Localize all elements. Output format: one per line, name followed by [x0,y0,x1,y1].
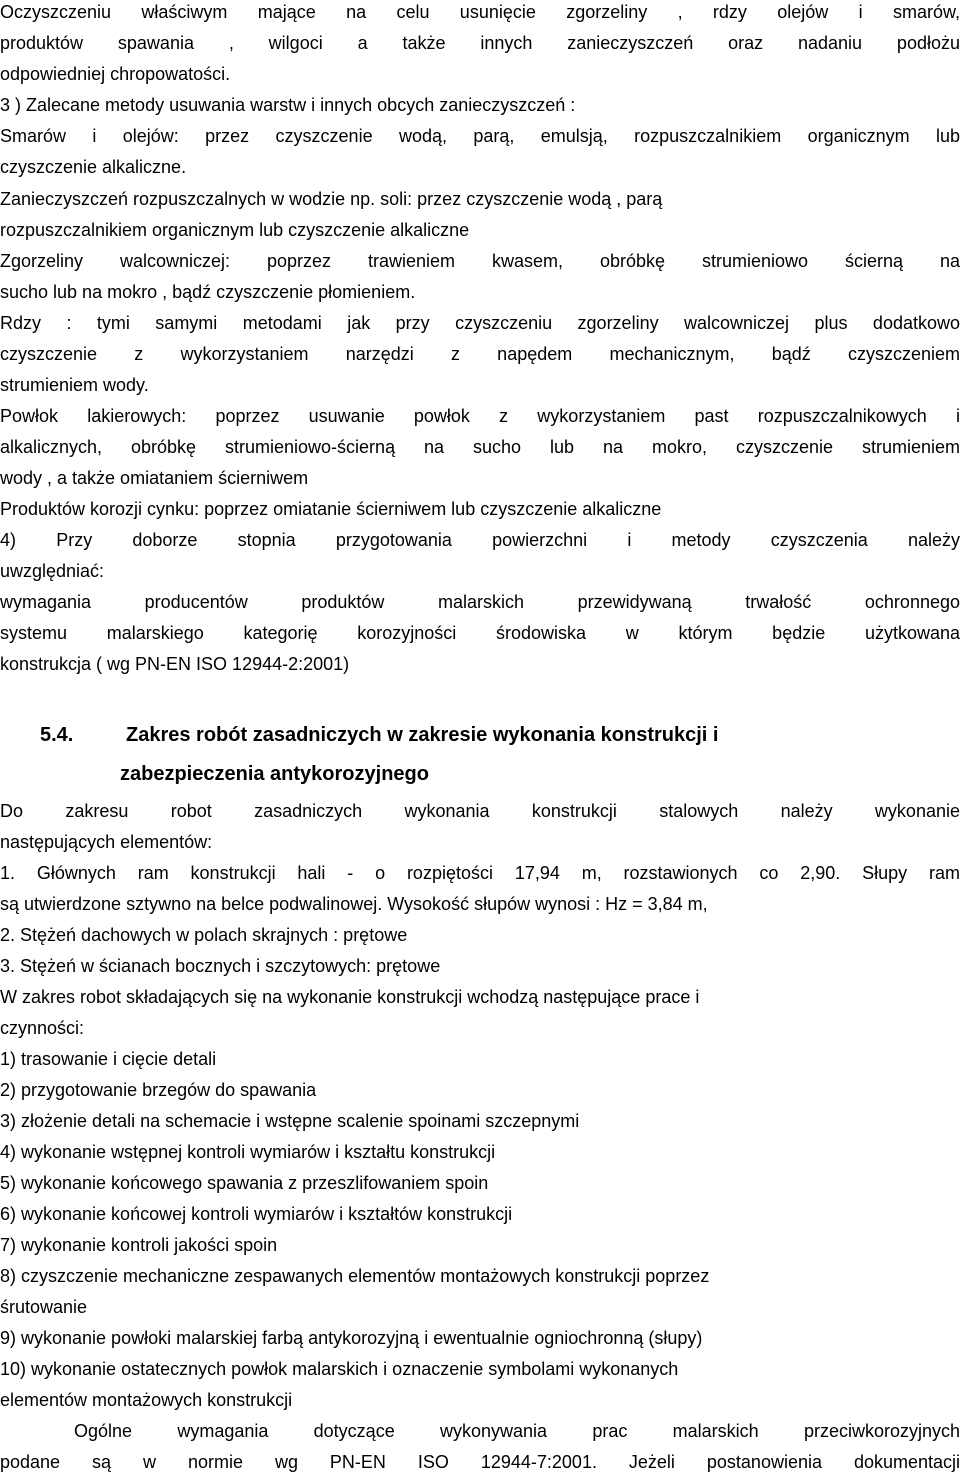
list-item: 6) wykonanie końcowej kontroli wymiarów i kształtów konstrukcji [0,1204,513,1224]
text-line: alkalicznych, obróbkę strumieniowo-ścierną na sucho lub na mokro, czyszczenie strumieniem [0,437,960,457]
text-line: następujących elementów: [0,832,213,852]
section-title-line-2: zabezpieczenia antykorozyjnego [120,763,429,785]
text-line: są utwierdzone sztywno na belce podwalinowej. Wysokość słupów wynosi : Hz = 3,84 m, [0,894,708,914]
text-line: produktów spawania , wilgoci a także innych zanieczyszczeń oraz nadaniu podłożu [0,33,960,53]
text-line: wymagania producentów produktów malarskich przewidywaną trwałość ochronnego [0,592,960,612]
text-line: Oczyszczeniu właściwym mające na celu usunięcie zgorzeliny , rdzy olejów i smarów, [0,2,960,22]
list-item: 5) wykonanie końcowego spawania z przeszlifowaniem spoin [0,1173,489,1193]
text-line: sucho lub na mokro , bądź czyszczenie płomieniem. [0,282,416,302]
text-line: czyszczenie alkaliczne. [0,157,187,177]
text-line: W zakres robot składających się na wykonanie konstrukcji wchodzą następujące prace i [0,987,700,1007]
text-line: Zanieczyszczeń rozpuszczalnych w wodzie np. soli: przez czyszczenie wodą , parą [0,189,663,209]
text-line: 3. Stężeń w ścianach bocznych i szczytowych: prętowe [0,956,441,976]
text-line: Powłok lakierowych: poprzez usuwanie powłok z wykorzystaniem past rozpuszczalnikowych i [0,406,960,426]
text-line: 1. Głównych ram konstrukcji hali - o rozpiętości 17,94 m, rozstawionych co 2,90. Słupy ram [0,863,960,883]
text-line: Do zakresu robot zasadniczych wykonania konstrukcji stalowych należy wykonanie [0,801,960,821]
list-item: 7) wykonanie kontroli jakości spoin [0,1235,278,1255]
text-line: 4) Przy doborze stopnia przygotowania powierzchni i metody czyszczenia należy [0,530,960,550]
list-item: 2) przygotowanie brzegów do spawania [0,1080,317,1100]
text-line: Rdzy : tymi samymi metodami jak przy czyszczeniu zgorzeliny walcowniczej plus dodatkowo [0,313,960,333]
text-line: 3 ) Zalecane metody usuwania warstw i innych obcych zanieczyszczeń : [0,95,576,115]
text-line: wody , a także omiataniem ścierniwem [0,468,309,488]
text-line: systemu malarskiego kategorię korozyjności środowiska w którym będzie użytkowana [0,623,960,643]
text-line: Smarów i olejów: przez czyszczenie wodą, parą, emulsją, rozpuszczalnikiem organicznym lub [0,126,960,146]
list-item: 8) czyszczenie mechaniczne zespawanych elementów montażowych konstrukcji poprzez [0,1266,710,1286]
list-item: 10) wykonanie ostatecznych powłok malarskich i oznaczenie symbolami wykonanych [0,1359,679,1379]
list-item: 1) trasowanie i cięcie detali [0,1049,217,1069]
list-item: 9) wykonanie powłoki malarskiej farbą antykorozyjną i ewentualnie ogniochronną (słupy) [0,1328,703,1348]
text-line: strumieniem wody. [0,375,149,395]
text-line: uwzględniać: [0,561,105,581]
list-item: 3) złożenie detali na schemacie i wstępne scalenie spoinami szczepnymi [0,1111,580,1131]
section-title-line-1: Zakres robót zasadniczych w zakresie wykonania konstrukcji i [126,724,719,746]
text-line: Ogólne wymagania dotyczące wykonywania prac malarskich przeciwkorozyjnych [74,1421,960,1441]
section-number: 5.4. [40,724,74,746]
text-line: 2. Stężeń dachowych w polach skrajnych : prętowe [0,925,408,945]
text-line: podane są w normie wg PN-EN ISO 12944-7:2001. Jeżeli postanowienia dokumentacji [0,1452,960,1472]
text-line: czynności: [0,1018,85,1038]
text-line: czyszczenie z wykorzystaniem narzędzi z napędem mechanicznym, bądź czyszczeniem [0,344,960,364]
list-item: elementów montażowych konstrukcji [0,1390,293,1410]
text-line: rozpuszczalnikiem organicznym lub czyszczenie alkaliczne [0,220,470,240]
list-item: śrutowanie [0,1297,88,1317]
list-item: 4) wykonanie wstępnej kontroli wymiarów i kształtu konstrukcji [0,1142,496,1162]
text-line: Zgorzeliny walcowniczej: poprzez trawieniem kwasem, obróbkę strumieniowo ścierną na [0,251,960,271]
text-line: odpowiedniej chropowatości. [0,64,231,84]
text-line: konstrukcja ( wg PN-EN ISO 12944-2:2001) [0,654,350,674]
text-line: Produktów korozji cynku: poprzez omiatanie ścierniwem lub czyszczenie alkaliczne [0,499,662,519]
